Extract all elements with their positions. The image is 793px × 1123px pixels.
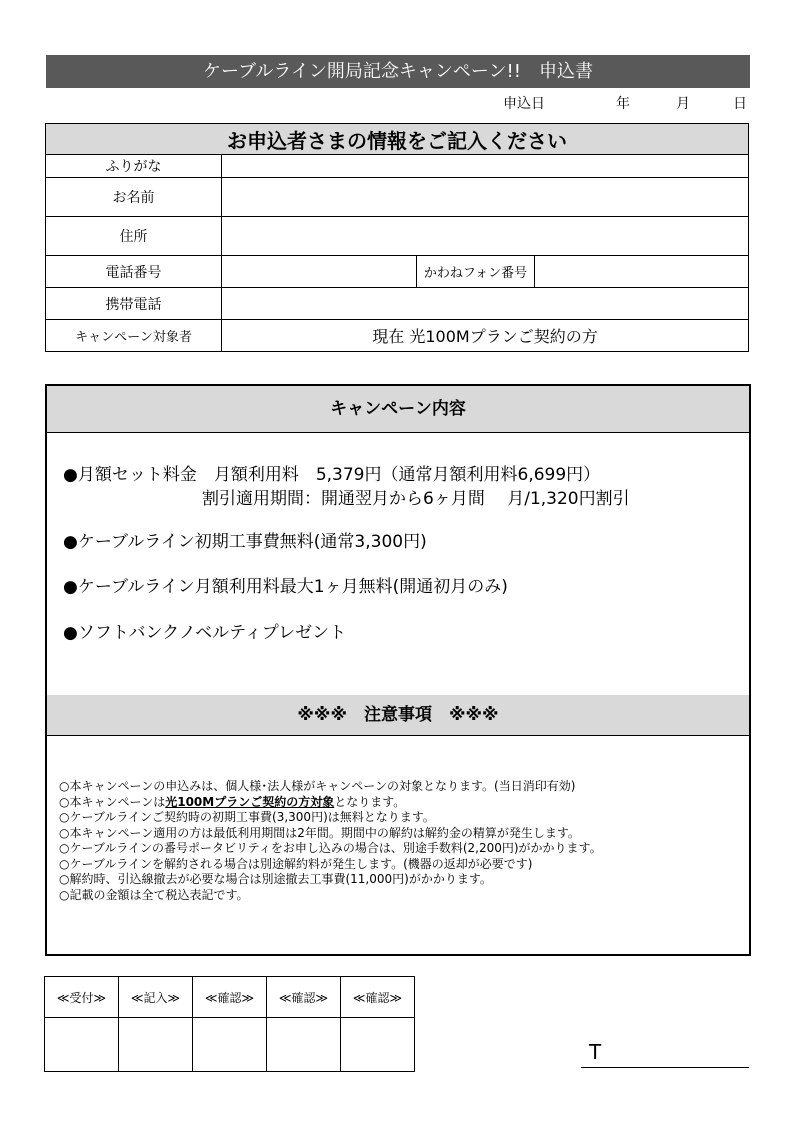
campaign-item-free-month: ●ケーブルライン月額利用料最大1ヶ月無料(開通初月のみ): [63, 577, 508, 597]
stamp-cell[interactable]: [341, 1018, 415, 1072]
name-field[interactable]: [222, 178, 749, 217]
address-label: 住所: [46, 217, 222, 256]
campaign-target-label: キャンペーン対象者: [46, 320, 222, 352]
notice-line: ○本キャンペーン適用の方は最低利用期間は2年間。期間中の解約は解約金の精算が発生します。: [59, 825, 580, 840]
notice-line: ○本キャンペーンは光100Mプランご契約の方対象となります。: [59, 794, 406, 809]
t-underline: [581, 1067, 749, 1068]
campaign-item-novelty: ●ソフトバンクノベルティプレゼント: [63, 623, 347, 643]
notice-line: ○ケーブルラインご契約時の初期工事費(3,300円)は無料となります。: [59, 810, 435, 824]
stamp-entry-label: ≪記入≫: [119, 977, 193, 1018]
campaign-item-free-installation: ●ケーブルライン初期工事費無料(通常3,300円): [63, 532, 427, 552]
stamp-cell[interactable]: [193, 1018, 267, 1072]
campaign-heading: キャンペーン内容: [47, 386, 749, 433]
stamp-check-label: ≪確認≫: [267, 977, 341, 1018]
stamp-check-label: ≪確認≫: [341, 977, 415, 1018]
campaign-item-discount-period: 割引適用期間：開通翌月から6ヶ月間 月/1,320円割引: [202, 489, 630, 509]
kawane-phone-label: かわねフォン番号: [417, 256, 535, 288]
furigana-label: ふりがな: [46, 155, 222, 178]
mobile-label: 携帯電話: [46, 288, 222, 320]
notice-emphasis: 光100Mプランご契約の方対象: [165, 794, 335, 809]
campaign-item-monthly-set: ●月額セット料金 月額利用料 5,379円（通常月額利用料6,699円）: [63, 465, 601, 485]
date-day-label: 日: [733, 96, 747, 112]
form-title: ケーブルライン開局記念キャンペーン!! 申込書: [46, 55, 750, 88]
kawane-phone-field[interactable]: [535, 256, 749, 288]
notice-line: ○記載の金額は全て税込表記です。: [59, 887, 249, 902]
notice-line: ○解約時、引込線撤去が必要な場合は別途撤去工事費(11,000円)がかかります。: [59, 872, 492, 886]
stamp-table: [44, 976, 415, 1072]
campaign-box: [45, 384, 751, 956]
notice-line: ○ケーブルラインを解約される場合は別途解約料が発生します。(機器の返却が必要です): [59, 856, 533, 871]
notice-line: ○本キャンペーンの申込みは、個人様･法人様がキャンペーンの対象となります。(当日消印有効): [59, 779, 576, 793]
notice-heading: ※※※ 注意事項 ※※※: [47, 695, 749, 736]
mobile-field[interactable]: [222, 288, 749, 320]
stamp-reception-label: ≪受付≫: [45, 977, 119, 1018]
campaign-target-value: 現在 光100Mプランご契約の方: [222, 320, 749, 352]
phone-label: 電話番号: [46, 256, 222, 288]
application-date-label: 申込日: [503, 96, 545, 112]
applicant-info-heading: お申込者さまの情報をご記入ください: [46, 124, 749, 155]
notice-list: [59, 779, 602, 903]
stamp-cell[interactable]: [45, 1018, 119, 1072]
t-mark: T: [589, 1040, 602, 1064]
date-year-label: 年: [616, 96, 630, 112]
notice-line: ○ケーブルラインの番号ポータビリティをお申し込みの場合は、別途手数料(2,200円)がかかります。: [59, 841, 602, 855]
name-label: お名前: [46, 178, 222, 217]
furigana-field[interactable]: [222, 155, 749, 178]
stamp-cell[interactable]: [119, 1018, 193, 1072]
applicant-info-table: [45, 123, 749, 352]
stamp-check-label: ≪確認≫: [193, 977, 267, 1018]
phone-field[interactable]: [222, 256, 417, 288]
date-month-label: 月: [676, 96, 690, 112]
address-field[interactable]: [222, 217, 749, 256]
stamp-cell[interactable]: [267, 1018, 341, 1072]
